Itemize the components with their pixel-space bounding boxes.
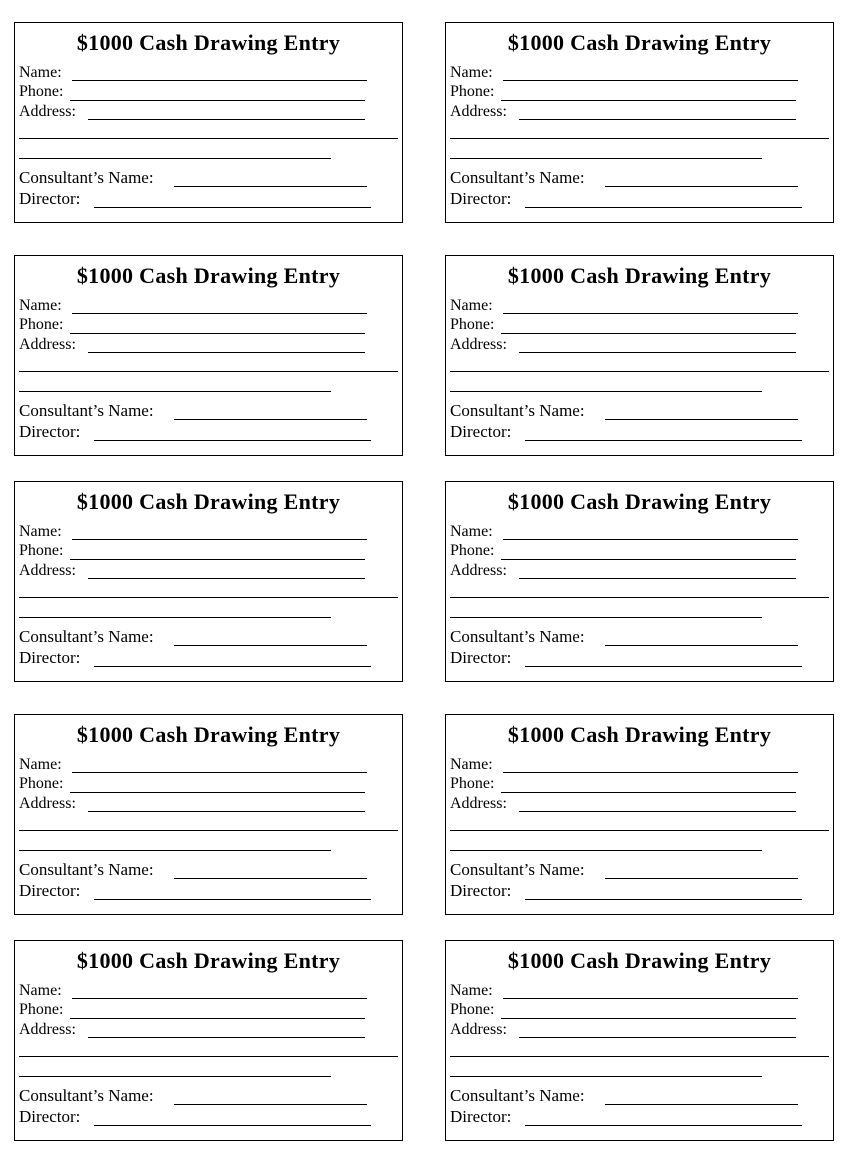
name-field-line[interactable]	[72, 772, 367, 773]
entry-title: $1000 Cash Drawing Entry	[76, 948, 341, 973]
address-line-3[interactable]	[19, 1076, 331, 1077]
consultant-field-line[interactable]	[605, 645, 798, 646]
entry-title: $1000 Cash Drawing Entry	[507, 30, 772, 55]
address-label: Address:	[19, 103, 76, 120]
address-line-3[interactable]	[450, 1076, 762, 1077]
director-label: Director:	[19, 648, 81, 667]
address-line-3[interactable]	[19, 158, 331, 159]
phone-field-line[interactable]	[70, 333, 365, 334]
entry-title: $1000 Cash Drawing Entry	[76, 263, 341, 288]
consultant-field-line[interactable]	[174, 419, 367, 420]
entry-card	[445, 255, 834, 456]
name-label: Name:	[450, 756, 493, 773]
director-field-line[interactable]	[525, 666, 802, 667]
entry-card	[14, 255, 403, 456]
phone-field-line[interactable]	[501, 100, 796, 101]
consultant-label: Consultant’s Name:	[19, 168, 154, 187]
director-label: Director:	[450, 1107, 512, 1126]
director-field-line[interactable]	[525, 440, 802, 441]
entry-card	[445, 714, 834, 915]
address-line-2[interactable]	[19, 597, 398, 598]
name-field-line[interactable]	[72, 998, 367, 999]
consultant-label: Consultant’s Name:	[450, 1086, 585, 1105]
name-field-line[interactable]	[503, 772, 798, 773]
phone-label: Phone:	[450, 1001, 495, 1018]
consultant-field-line[interactable]	[174, 878, 367, 879]
address-line-2[interactable]	[450, 138, 829, 139]
name-field-line[interactable]	[72, 80, 367, 81]
consultant-label: Consultant’s Name:	[19, 860, 154, 879]
director-field-line[interactable]	[525, 207, 802, 208]
entry-card	[445, 22, 834, 223]
address-line-3[interactable]	[450, 391, 762, 392]
address-field-line[interactable]	[519, 578, 796, 579]
address-label: Address:	[450, 336, 507, 353]
address-field-line[interactable]	[519, 1037, 796, 1038]
entry-title: $1000 Cash Drawing Entry	[76, 722, 341, 747]
consultant-field-line[interactable]	[174, 1104, 367, 1105]
entry-card	[14, 940, 403, 1141]
director-field-line[interactable]	[94, 666, 371, 667]
address-line-2[interactable]	[450, 830, 829, 831]
address-field-line[interactable]	[519, 352, 796, 353]
phone-field-line[interactable]	[501, 333, 796, 334]
address-line-2[interactable]	[450, 371, 829, 372]
address-line-3[interactable]	[450, 158, 762, 159]
name-label: Name:	[19, 64, 62, 81]
entry-title: $1000 Cash Drawing Entry	[76, 30, 341, 55]
entry-title: $1000 Cash Drawing Entry	[507, 263, 772, 288]
address-label: Address:	[19, 795, 76, 812]
address-line-3[interactable]	[450, 617, 762, 618]
entry-title: $1000 Cash Drawing Entry	[76, 489, 341, 514]
director-field-line[interactable]	[525, 899, 802, 900]
address-field-line[interactable]	[519, 811, 796, 812]
entry-title: $1000 Cash Drawing Entry	[507, 948, 772, 973]
consultant-field-line[interactable]	[174, 186, 367, 187]
name-label: Name:	[450, 982, 493, 999]
director-label: Director:	[450, 422, 512, 441]
phone-label: Phone:	[450, 316, 495, 333]
address-line-2[interactable]	[450, 597, 829, 598]
phone-label: Phone:	[19, 316, 64, 333]
phone-label: Phone:	[19, 542, 64, 559]
address-label: Address:	[19, 336, 76, 353]
phone-label: Phone:	[450, 83, 495, 100]
name-label: Name:	[450, 523, 493, 540]
address-line-2[interactable]	[450, 1056, 829, 1057]
address-label: Address:	[450, 562, 507, 579]
phone-field-line[interactable]	[70, 559, 365, 560]
phone-label: Phone:	[450, 775, 495, 792]
address-label: Address:	[450, 1021, 507, 1038]
address-field-line[interactable]	[88, 578, 365, 579]
name-field-line[interactable]	[503, 80, 798, 81]
director-label: Director:	[450, 648, 512, 667]
director-label: Director:	[19, 881, 81, 900]
name-field-line[interactable]	[503, 539, 798, 540]
address-field-line[interactable]	[88, 119, 365, 120]
consultant-field-line[interactable]	[605, 186, 798, 187]
consultant-field-line[interactable]	[174, 645, 367, 646]
director-label: Director:	[19, 189, 81, 208]
address-field-line[interactable]	[88, 1037, 365, 1038]
entry-card	[445, 940, 834, 1141]
entry-title: $1000 Cash Drawing Entry	[507, 489, 772, 514]
address-label: Address:	[19, 1021, 76, 1038]
address-label: Address:	[450, 795, 507, 812]
phone-field-line[interactable]	[70, 1018, 365, 1019]
address-field-line[interactable]	[88, 811, 365, 812]
phone-label: Phone:	[19, 83, 64, 100]
address-label: Address:	[450, 103, 507, 120]
address-line-2[interactable]	[19, 830, 398, 831]
address-field-line[interactable]	[519, 119, 796, 120]
phone-field-line[interactable]	[501, 1018, 796, 1019]
consultant-field-line[interactable]	[605, 1104, 798, 1105]
consultant-label: Consultant’s Name:	[450, 627, 585, 646]
phone-label: Phone:	[19, 1001, 64, 1018]
director-field-line[interactable]	[94, 899, 371, 900]
consultant-label: Consultant’s Name:	[450, 401, 585, 420]
phone-field-line[interactable]	[501, 792, 796, 793]
entry-title: $1000 Cash Drawing Entry	[507, 722, 772, 747]
consultant-label: Consultant’s Name:	[19, 627, 154, 646]
director-label: Director:	[450, 189, 512, 208]
name-label: Name:	[19, 982, 62, 999]
address-label: Address:	[19, 562, 76, 579]
consultant-label: Consultant’s Name:	[19, 1086, 154, 1105]
director-field-line[interactable]	[94, 440, 371, 441]
phone-label: Phone:	[450, 542, 495, 559]
address-line-3[interactable]	[19, 850, 331, 851]
consultant-field-line[interactable]	[605, 878, 798, 879]
consultant-label: Consultant’s Name:	[450, 860, 585, 879]
director-label: Director:	[19, 1107, 81, 1126]
director-label: Director:	[19, 422, 81, 441]
director-field-line[interactable]	[94, 1125, 371, 1126]
entry-card	[445, 481, 834, 682]
address-line-2[interactable]	[19, 1056, 398, 1057]
address-line-3[interactable]	[19, 617, 331, 618]
address-line-2[interactable]	[19, 371, 398, 372]
phone-field-line[interactable]	[70, 100, 365, 101]
name-label: Name:	[19, 523, 62, 540]
phone-field-line[interactable]	[501, 559, 796, 560]
name-label: Name:	[450, 64, 493, 81]
address-line-3[interactable]	[19, 391, 331, 392]
consultant-label: Consultant’s Name:	[450, 168, 585, 187]
name-field-line[interactable]	[503, 998, 798, 999]
consultant-label: Consultant’s Name:	[19, 401, 154, 420]
name-label: Name:	[450, 297, 493, 314]
entry-card	[14, 22, 403, 223]
phone-field-line[interactable]	[70, 792, 365, 793]
director-label: Director:	[450, 881, 512, 900]
address-line-3[interactable]	[450, 850, 762, 851]
entry-card	[14, 481, 403, 682]
address-field-line[interactable]	[88, 352, 365, 353]
director-field-line[interactable]	[94, 207, 371, 208]
name-field-line[interactable]	[72, 313, 367, 314]
name-field-line[interactable]	[503, 313, 798, 314]
name-label: Name:	[19, 297, 62, 314]
name-label: Name:	[19, 756, 62, 773]
consultant-field-line[interactable]	[605, 419, 798, 420]
entry-card	[14, 714, 403, 915]
director-field-line[interactable]	[525, 1125, 802, 1126]
name-field-line[interactable]	[72, 539, 367, 540]
phone-label: Phone:	[19, 775, 64, 792]
address-line-2[interactable]	[19, 138, 398, 139]
